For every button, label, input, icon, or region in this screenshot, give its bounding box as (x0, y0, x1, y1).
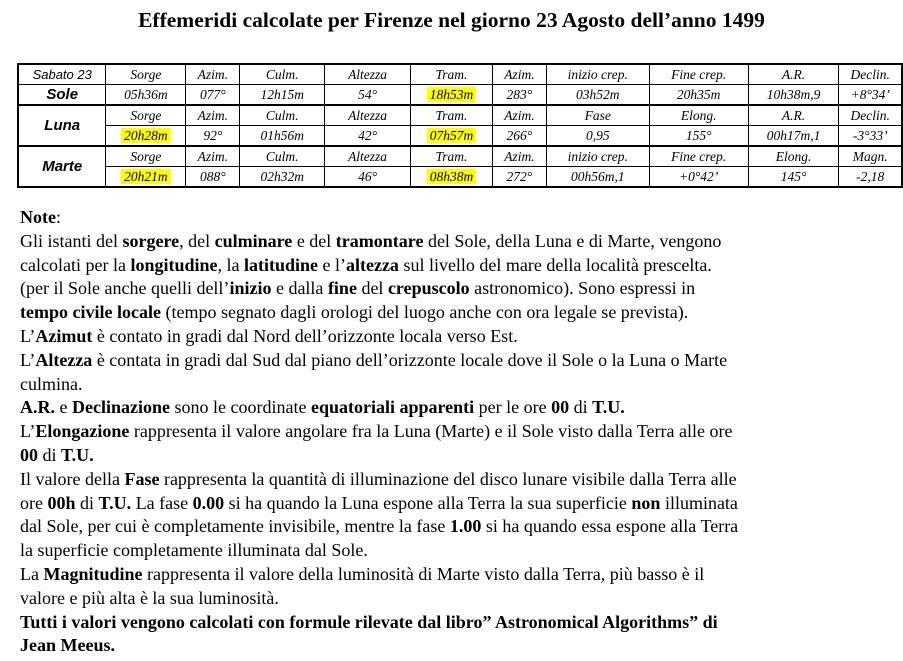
note-line (20, 444, 898, 468)
table-cell: 155° (649, 126, 748, 147)
column-header: Elong. (649, 105, 748, 126)
table-cell: 00h56m,1 (546, 167, 649, 188)
highlighted-value: 07h57m (427, 128, 477, 143)
note-text: culminare (214, 230, 293, 251)
table-cell: -2,18 (839, 167, 902, 188)
column-header: Azim. (186, 146, 240, 167)
table-cell: 03h52m (546, 85, 649, 106)
note-text: tramontare (335, 230, 424, 251)
table-cell: 283° (492, 85, 546, 106)
table-cell (411, 85, 493, 106)
note-text: sul livello del mare della località prescelta. (398, 254, 712, 275)
note-text: di (569, 397, 593, 418)
column-header: Azim. (186, 64, 240, 85)
note-text: (per il Sole anche quelli dell’ (20, 278, 230, 299)
note-line (20, 587, 898, 611)
planet-label: Marte (18, 146, 106, 187)
note-text: fine (327, 278, 357, 299)
column-header: Azim. (186, 105, 240, 126)
note-text: non (631, 492, 661, 513)
note-text: 00 (551, 397, 570, 418)
table-cell (411, 126, 493, 147)
note-text: dal Sole, per cui è completamente invisibile, mentre la fase (20, 516, 450, 537)
document-title: Effemeridi calcolate per Firenze nel giorno 23 Agosto dell’anno 1499 (138, 8, 765, 32)
note-line (20, 349, 898, 373)
table-cell: 42° (325, 126, 411, 147)
note-text: e dalla (271, 278, 328, 299)
note-text: Azimut (35, 325, 93, 346)
column-header: Declin. (839, 64, 902, 85)
column-header: Altezza (325, 105, 411, 126)
column-header: Declin. (839, 105, 902, 126)
column-header: Culm. (240, 64, 325, 85)
column-header: Tram. (411, 146, 493, 167)
column-header: A.R. (748, 64, 839, 85)
table-cell: 145° (748, 167, 839, 188)
table-cell (106, 126, 186, 147)
note-text: calcolati per la (20, 254, 131, 275)
note-text: Tutti i valori vengono calcolati con formule rilevate dal libro” Astronomical Algorithms” di (20, 611, 718, 632)
note-text: Il valore della (20, 468, 125, 489)
note-text: culmina. (20, 373, 83, 394)
note-text: La fase (131, 492, 193, 513)
note-text: valore e più alta è la sua luminosità. (20, 587, 279, 608)
note-text: è contata in gradi dal Sud dal piano dell’orizzonte locale dove il Sole o la Luna o Marte (92, 349, 728, 370)
note-text: rappresenta il valore angolare fra la Luna (Marte) e il Sole visto dalla Terra alle ore (129, 421, 733, 442)
note-text: Jean Meeus. (20, 635, 115, 656)
column-header: Culm. (240, 105, 325, 126)
note-text: rappresenta il valore della luminosità di Marte visto dalla Terra, più basso è il (142, 563, 705, 584)
note-text: di (38, 444, 62, 465)
table-cell: 05h36m (106, 85, 186, 106)
note-text: Note (20, 207, 56, 227)
column-header: Altezza (325, 146, 411, 167)
table-cell: 10h38m,9 (748, 85, 839, 106)
highlighted-value: 18h53m (427, 87, 477, 102)
column-header: Fine crep. (649, 64, 748, 85)
note-text: L’ (20, 325, 36, 346)
note-text: , la (217, 254, 244, 275)
note-line (20, 468, 898, 492)
note-text: rappresenta la quantità di illuminazione del disco lunare visibile dalla Terra alle (159, 468, 737, 489)
column-header: Sorge (106, 64, 186, 85)
note-text: sono le coordinate (169, 397, 311, 418)
note-text: Declinazione (72, 397, 170, 418)
note-text: si ha quando la Luna espone alla Terra la sua superficie (224, 492, 632, 513)
note-line (20, 539, 898, 563)
note-text: latitudine (243, 254, 318, 275)
note-line (20, 634, 898, 658)
note-text: (tempo segnato dagli orologi del luogo anche con ora legale se prevista). (160, 302, 689, 323)
column-header: Azim. (492, 105, 546, 126)
note-text: ore (20, 492, 48, 513)
table-cell: 02h32m (240, 167, 325, 188)
table-cell: +8°34’ (839, 85, 902, 106)
note-text: T.U. (592, 397, 625, 418)
note-line (20, 325, 898, 349)
note-text: astronomico). Sono espressi in (469, 278, 696, 299)
column-header: A.R. (748, 105, 839, 126)
table-cell (106, 167, 186, 188)
note-text: L’ (20, 349, 36, 370)
note-text: per le ore (474, 397, 552, 418)
table-cell: 46° (325, 167, 411, 188)
note-text: altezza (345, 254, 399, 275)
note-text: inizio (229, 278, 272, 299)
note-text: : (55, 207, 61, 227)
column-header: Fase (546, 105, 649, 126)
note-text: del (356, 278, 388, 299)
table-cell: 92° (186, 126, 240, 147)
table-cell: -3°33’ (839, 126, 902, 147)
note-text: illuminata (660, 492, 738, 513)
note-text: tempo civile locale (20, 302, 161, 323)
note-text: Magnitudine (43, 563, 143, 584)
table-cell: 54° (325, 85, 411, 106)
note-line (20, 396, 898, 420)
table-cell: 088° (186, 167, 240, 188)
note-line (20, 277, 898, 301)
column-header: Magn. (839, 146, 902, 167)
table-cell: 0,95 (546, 126, 649, 147)
table-cell: 272° (492, 167, 546, 188)
note-text: L’ (20, 421, 36, 442)
note-text: del Sole, della Luna e di Marte, vengono (423, 230, 722, 251)
table-cell: 077° (186, 85, 240, 106)
note-text: e (55, 397, 72, 418)
table-cell: 01h56m (240, 126, 325, 147)
note-line (20, 563, 898, 587)
ephemerides-table (17, 63, 903, 188)
note-text: Altezza (35, 349, 93, 370)
note-text: T.U. (98, 492, 132, 513)
note-text: e l’ (317, 254, 346, 275)
note-text: Elongazione (35, 421, 130, 442)
note-text: crepuscolo (387, 278, 470, 299)
column-header: Sorge (106, 105, 186, 126)
note-line (20, 301, 898, 325)
column-header: Azim. (492, 146, 546, 167)
note-text: 00 (20, 444, 38, 465)
note-line (20, 230, 898, 254)
day-header: Sabato 23 (18, 64, 106, 85)
column-header: inizio crep. (546, 64, 649, 85)
note-text: A.R. (20, 397, 55, 418)
note-line (20, 254, 898, 278)
note-line (20, 492, 898, 516)
note-text: la superficie completamente illuminata dal Sole. (20, 540, 368, 561)
column-header: Elong. (748, 146, 839, 167)
column-header: Tram. (411, 64, 493, 85)
note-text: , del (179, 230, 215, 251)
column-header: Azim. (492, 64, 546, 85)
note-text: 1.00 (449, 516, 482, 537)
note-text: La (20, 563, 44, 584)
note-text: è contato in gradi dal Nord dell’orizzonte locala verso Est. (92, 325, 518, 346)
notes (20, 206, 898, 658)
note-text: di (75, 492, 99, 513)
note-text: 0.00 (192, 492, 225, 513)
planet-label: Sole (18, 85, 106, 106)
highlighted-value: 20h28m (121, 128, 171, 143)
column-header: Altezza (325, 64, 411, 85)
table-cell: 12h15m (240, 85, 325, 106)
note-line (20, 515, 898, 539)
column-header: Fine crep. (649, 146, 748, 167)
table-cell: 266° (492, 126, 546, 147)
note-text: Gli istanti del (20, 230, 123, 251)
note-line (20, 420, 898, 444)
table-cell: 00h17m,1 (748, 126, 839, 147)
table-cell (411, 167, 493, 188)
note-text: 00h (47, 492, 76, 513)
highlighted-value: 08h38m (427, 169, 477, 184)
note-text: Fase (124, 468, 160, 489)
note-line (20, 206, 898, 230)
note-text: equatoriali apparenti (310, 397, 475, 418)
highlighted-value: 20h21m (121, 169, 171, 184)
column-header: Tram. (411, 105, 493, 126)
note-line (20, 373, 898, 397)
note-text: longitudine (130, 254, 218, 275)
note-text: e del (292, 230, 336, 251)
column-header: Sorge (106, 146, 186, 167)
note-line (20, 611, 898, 635)
note-text: si ha quando essa espone alla Terra (481, 516, 739, 537)
planet-label: Luna (18, 105, 106, 146)
note-text: T.U. (61, 444, 94, 465)
column-header: inizio crep. (546, 146, 649, 167)
column-header: Culm. (240, 146, 325, 167)
table-cell: +0°42’ (649, 167, 748, 188)
table-cell: 20h35m (649, 85, 748, 106)
note-text: sorgere (122, 230, 180, 251)
